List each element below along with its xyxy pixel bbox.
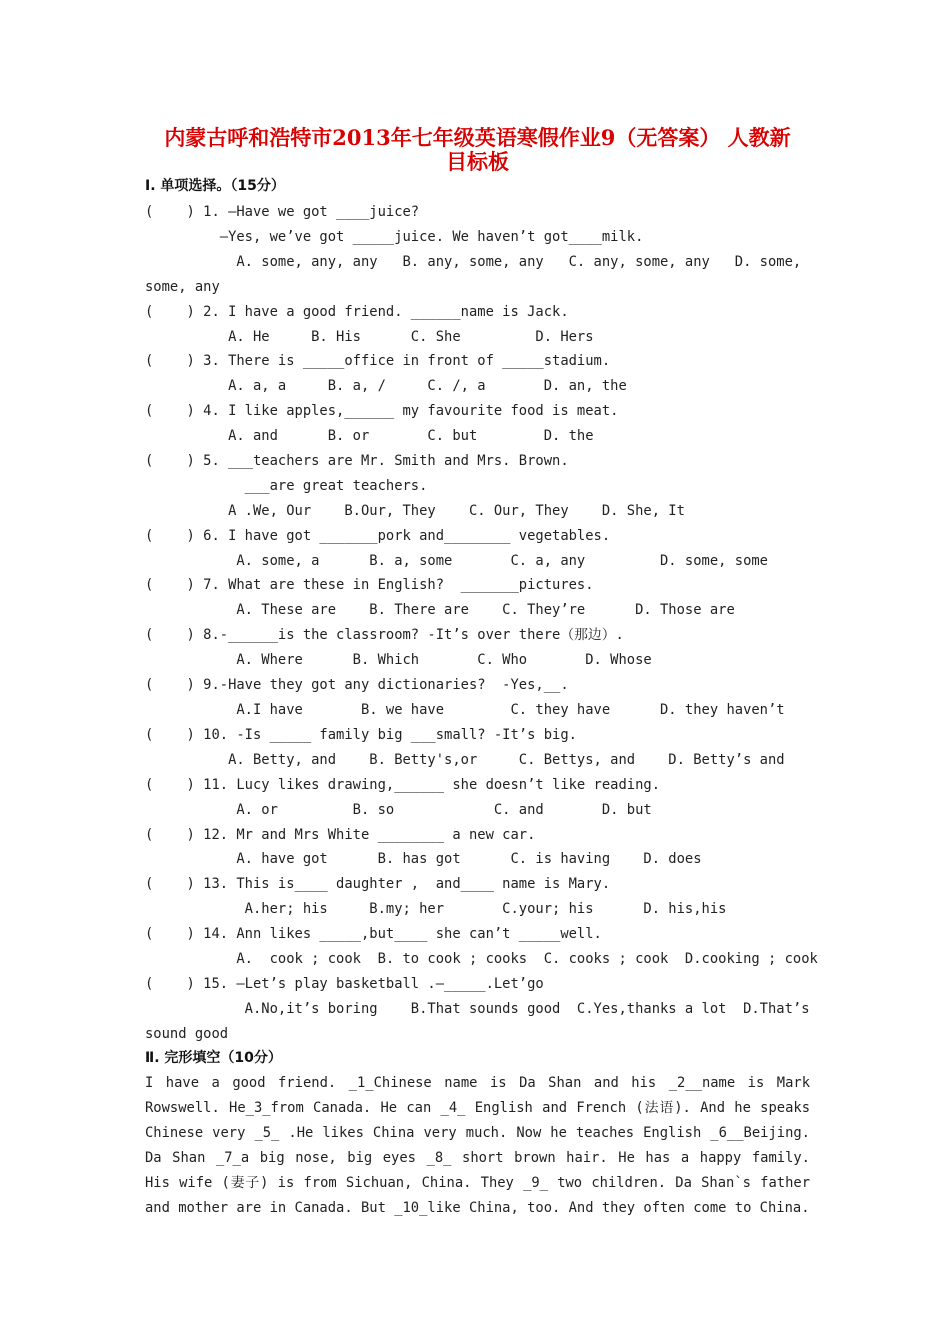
q1-options-cont: some, any	[145, 279, 220, 295]
q13-options: A.her; his B.my; her C.your; his D. his,his	[145, 901, 727, 917]
q2-line: ( ) 2. I have a good friend. ______name is Jack.	[145, 304, 569, 320]
q5-line: ( ) 5. ___teachers are Mr. Smith and Mrs. Brown.	[145, 453, 569, 469]
q12-options: A. have got B. has got C. is having D. does	[145, 851, 702, 867]
cloze-paragraph-line: His wife (妻子) is from Sichuan, China. They _9_ two children. Da Shan`s father	[145, 1175, 810, 1191]
q4-line: ( ) 4. I like apples,______ my favourite food is meat.	[145, 403, 619, 419]
q10-options: A. Betty, and B. Betty's,or C. Bettys, and D. Betty’s and	[145, 752, 785, 768]
section2-heading: Ⅱ. 完形填空（10分）	[145, 1050, 282, 1066]
cloze-paragraph-line: Da Shan _7_a big nose, big eyes _8_ short brown hair. He has a happy family.	[145, 1150, 810, 1166]
q15-options: A.No,it’s boring B.That sounds good C.Yes,thanks a lot D.That’s	[145, 1001, 810, 1017]
q1-options: A. some, any, any B. any, some, any C. any, some, any D. some,	[145, 254, 802, 270]
q1-line: ( ) 1. —Have we got ____juice?	[145, 204, 420, 220]
q5-line: ___are great teachers.	[145, 478, 428, 494]
cloze-paragraph-line: and mother are in Canada. But _10_like China, too. And they often come to China.	[145, 1200, 810, 1216]
q11-line: ( ) 11. Lucy likes drawing,______ she doesn’t like reading.	[145, 777, 660, 793]
cloze-paragraph-line: Rowswell. He_3_from Canada. He can _4_ English and French (法语). And he speaks	[145, 1100, 810, 1116]
cloze-paragraph-line: I have a good friend. _1_Chinese name is Da Shan and his _2__name is Mark	[145, 1075, 810, 1091]
q13-line: ( ) 13. This is____ daughter , and____ name is Mary.	[145, 876, 611, 892]
q9-line: ( ) 9.-Have they got any dictionaries? -Yes,__.	[145, 677, 569, 693]
q12-line: ( ) 12. Mr and Mrs White ________ a new car.	[145, 827, 536, 843]
q6-options: A. some, a B. a, some C. a, any D. some, some	[145, 553, 768, 569]
q4-options: A. and B. or C. but D. the	[145, 428, 594, 444]
q6-line: ( ) 6. I have got _______pork and________ vegetables.	[145, 528, 611, 544]
q14-options: A. cook ; cook B. to cook ; cooks C. cooks ; cook D.cooking ; cook	[145, 951, 818, 967]
q8-line: ( ) 8.-______is the classroom? -It’s over there（那边）.	[145, 627, 624, 643]
q9-options: A.I have B. we have C. they have D. they haven’t	[145, 702, 785, 718]
q1-line: —Yes, we’ve got _____juice. We haven’t got____milk.	[145, 229, 644, 245]
q3-line: ( ) 3. There is _____office in front of _____stadium.	[145, 353, 611, 369]
document-title: 内蒙古呼和浩特市2013年七年级英语寒假作业9（无答案） 人教新 目标板	[164, 125, 791, 174]
q11-options: A. or B. so C. and D. but	[145, 802, 652, 818]
q14-line: ( ) 14. Ann likes _____,but____ she can’t _____well.	[145, 926, 602, 942]
q8-options: A. Where B. Which C. Who D. Whose	[145, 652, 652, 668]
q10-line: ( ) 10. -Is _____ family big ___small? -It’s big.	[145, 727, 577, 743]
q15-options-cont: sound good	[145, 1026, 229, 1042]
q15-line: ( ) 15. —Let’s play basketball .—_____.Let’go	[145, 976, 544, 992]
section1-heading: Ⅰ. 单项选择。（15分）	[145, 178, 285, 194]
q7-line: ( ) 7. What are these in English? _______pictures.	[145, 577, 594, 593]
q7-options: A. These are B. There are C. They’re D. Those are	[145, 602, 735, 618]
q3-options: A. a, a B. a, / C. /, a D. an, the	[145, 378, 627, 394]
q2-options: A. He B. His C. She D. Hers	[145, 329, 594, 345]
cloze-paragraph-line: Chinese very _5_ .He likes China very much. Now he teaches English _6__Beijing.	[145, 1125, 810, 1141]
q5-options: A .We, Our B.Our, They C. Our, They D. She, It	[145, 503, 685, 519]
